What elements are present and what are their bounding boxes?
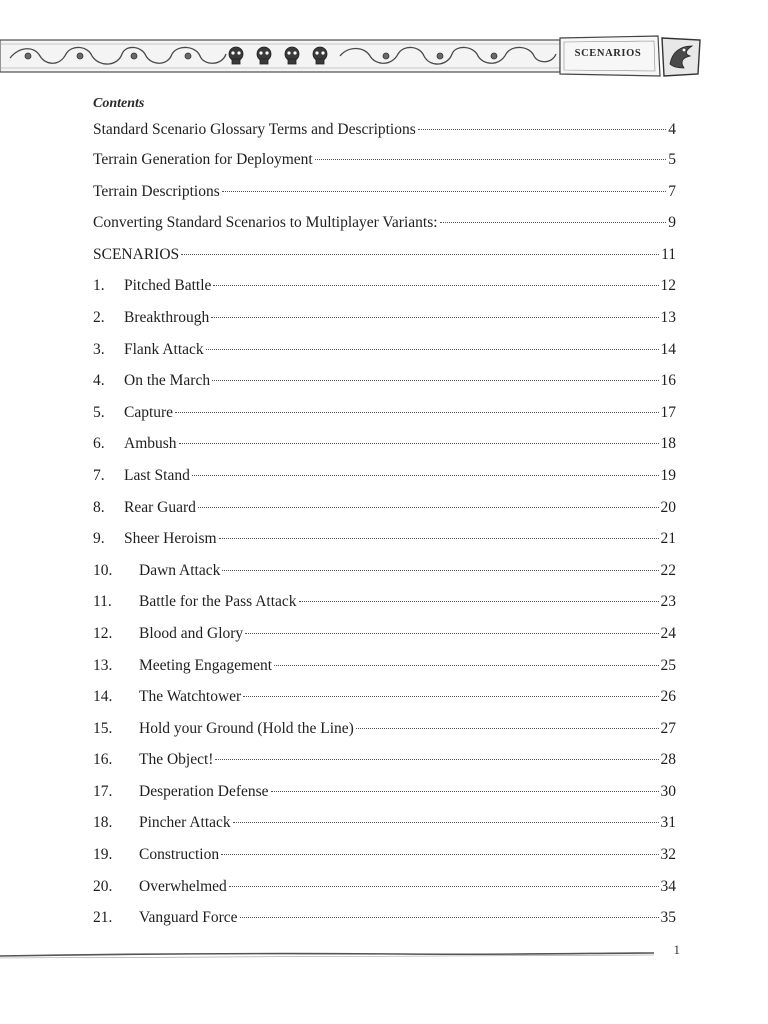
toc-entry-page: 9 [668, 214, 676, 232]
toc-entry-number: 18. [93, 814, 113, 832]
toc-entry-label: Overwhelmed [139, 877, 227, 895]
toc-entry-label: Vanguard Force [139, 909, 238, 927]
toc-entry[interactable] [93, 776, 676, 808]
toc-entry[interactable] [93, 650, 676, 682]
toc-entry-number: 6. [93, 435, 105, 453]
toc-entry[interactable] [93, 334, 676, 366]
toc-entry-label: Terrain Generation for Deployment [93, 151, 313, 168]
toc-entry-label: Capture [124, 403, 174, 421]
toc-entry-number: 5. [93, 403, 105, 421]
section-label: SCENARIOS [574, 48, 642, 59]
dot-leader [440, 222, 667, 223]
toc-entry[interactable] [93, 902, 676, 934]
toc-entry-page: 25 [660, 656, 676, 674]
toc-entry-page: 23 [660, 593, 676, 611]
toc-entry[interactable] [93, 428, 676, 460]
toc-entry-page: 19 [660, 466, 676, 484]
toc-entry-number: 20. [93, 877, 113, 895]
dot-leader [299, 601, 659, 602]
dot-leader [243, 696, 658, 697]
toc-entry[interactable] [93, 523, 676, 555]
toc-entry-label: The Watchtower [139, 688, 242, 706]
toc-entry-label: Ambush [124, 435, 177, 453]
toc-entry-number: 11. [93, 593, 112, 611]
toc-entry-label: Construction [139, 846, 220, 864]
toc-entry-number: 12. [93, 624, 113, 642]
dot-leader [211, 317, 658, 318]
toc-entry-page: 22 [660, 561, 676, 579]
toc-entry-page: 28 [660, 751, 676, 769]
toc-entry-number: 19. [93, 846, 113, 864]
dot-leader [206, 349, 659, 350]
dot-leader [222, 570, 658, 571]
toc-entry-label: Battle for the Pass Attack [139, 593, 297, 611]
toc-entry-number: 7. [93, 466, 105, 484]
toc-entry-number: 8. [93, 498, 105, 516]
toc-entry-page: 20 [660, 498, 676, 516]
toc-entry[interactable] [93, 681, 676, 713]
toc-entry-page: 5 [668, 151, 676, 168]
toc-entry-page: 35 [660, 909, 676, 927]
toc-entry-label: Hold your Ground (Hold the Line) [139, 719, 354, 737]
dot-leader [356, 728, 659, 729]
dot-leader [233, 822, 659, 823]
dot-leader [212, 380, 658, 381]
toc-entry-page: 16 [660, 372, 676, 390]
toc-entry-label: Pincher Attack [139, 814, 231, 832]
toc-entry[interactable] [93, 618, 676, 650]
toc-entry-page: 32 [660, 846, 676, 864]
toc-entry[interactable] [93, 586, 676, 618]
toc-entry-label: Converting Standard Scenarios to Multiplayer Variants: [93, 214, 438, 232]
toc-entry-number: 13. [93, 656, 113, 674]
toc-entry-page: 31 [660, 814, 676, 832]
dot-leader [192, 475, 659, 476]
dot-leader [221, 854, 658, 855]
toc-entry[interactable] [93, 839, 676, 871]
toc-entry-number: 10. [93, 561, 113, 579]
table-of-contents [93, 92, 676, 934]
dragon-emblem-icon [662, 38, 700, 76]
toc-entry[interactable] [93, 397, 676, 429]
dot-leader [274, 665, 659, 666]
toc-entry[interactable] [93, 492, 676, 524]
dot-leader [175, 412, 658, 413]
dot-leader [213, 285, 658, 286]
dot-leader [229, 886, 659, 887]
toc-entry[interactable] [93, 713, 676, 745]
toc-entry-label: On the March [124, 372, 211, 390]
toc-entry-label: Rear Guard [124, 498, 196, 516]
toc-entry-number: 2. [93, 308, 105, 326]
dot-leader [245, 633, 658, 634]
toc-entry-label: The Object! [139, 751, 214, 769]
toc-entries [93, 116, 676, 934]
toc-entry[interactable] [93, 807, 676, 839]
toc-entry[interactable] [93, 871, 676, 903]
toc-entry-label: Pitched Battle [124, 277, 212, 295]
toc-entry-page: 30 [660, 782, 676, 800]
toc-entry-number: 16. [93, 751, 113, 769]
toc-entry-number: 3. [93, 340, 105, 358]
toc-entry-page: 13 [660, 308, 676, 326]
footer-rule [0, 948, 768, 962]
toc-entry-number: 1. [93, 277, 105, 295]
toc-entry-number: 4. [93, 372, 105, 390]
toc-entry-label: Sheer Heroism [124, 530, 217, 548]
dot-leader [222, 191, 667, 192]
toc-entry-label: Desperation Defense [139, 782, 269, 800]
toc-entry-page: 12 [660, 277, 676, 295]
dot-leader [181, 254, 659, 255]
toc-entry[interactable] [93, 365, 676, 397]
dot-leader [271, 791, 659, 792]
toc-entry-number: 9. [93, 530, 105, 548]
toc-entry-number: 14. [93, 688, 113, 706]
toc-entry[interactable] [93, 144, 676, 176]
toc-entry-page: 21 [660, 530, 676, 548]
toc-entry-page: 17 [660, 403, 676, 421]
toc-entry-page: 18 [660, 435, 676, 453]
toc-entry-page: 11 [661, 245, 676, 263]
toc-entry[interactable] [93, 116, 676, 144]
dot-leader [198, 507, 659, 508]
toc-entry[interactable] [93, 270, 676, 302]
toc-entry-label: Terrain Descriptions [93, 182, 220, 200]
toc-entry[interactable] [93, 744, 676, 776]
toc-entry[interactable] [93, 239, 676, 271]
header-banner [0, 34, 705, 78]
dot-leader [179, 443, 659, 444]
toc-entry-label: Flank Attack [124, 340, 204, 358]
toc-entry-label: SCENARIOS [93, 245, 180, 263]
toc-entry-label: Blood and Glory [139, 624, 244, 642]
toc-entry-label: Dawn Attack [139, 561, 221, 579]
toc-entry-label: Breakthrough [124, 308, 210, 326]
toc-entry-page: 4 [668, 121, 676, 138]
dot-leader [219, 538, 659, 539]
toc-entry-number: 17. [93, 782, 113, 800]
dot-leader [315, 159, 667, 160]
page-number: 1 [673, 942, 680, 957]
toc-entry-label: Last Stand [124, 466, 190, 484]
toc-entry[interactable] [93, 555, 676, 587]
toc-entry-page: 7 [668, 182, 676, 200]
toc-entry[interactable] [93, 207, 676, 239]
toc-entry-page: 14 [660, 340, 676, 358]
toc-entry[interactable] [93, 302, 676, 334]
toc-entry[interactable] [93, 460, 676, 492]
toc-entry-label: Standard Scenario Glossary Terms and Descriptions [93, 121, 416, 138]
contents-heading: Contents [93, 96, 145, 111]
toc-entry-page: 27 [660, 719, 676, 737]
dot-leader [418, 129, 666, 130]
toc-entry[interactable] [93, 176, 676, 208]
toc-entry-number: 15. [93, 719, 113, 737]
toc-entry-number: 21. [93, 909, 113, 927]
dot-leader [215, 759, 658, 760]
toc-entry-label: Meeting Engagement [139, 656, 272, 674]
toc-entry-page: 34 [660, 877, 676, 895]
toc-entry-page: 26 [660, 688, 676, 706]
toc-entry-page: 24 [660, 624, 676, 642]
dot-leader [240, 917, 659, 918]
